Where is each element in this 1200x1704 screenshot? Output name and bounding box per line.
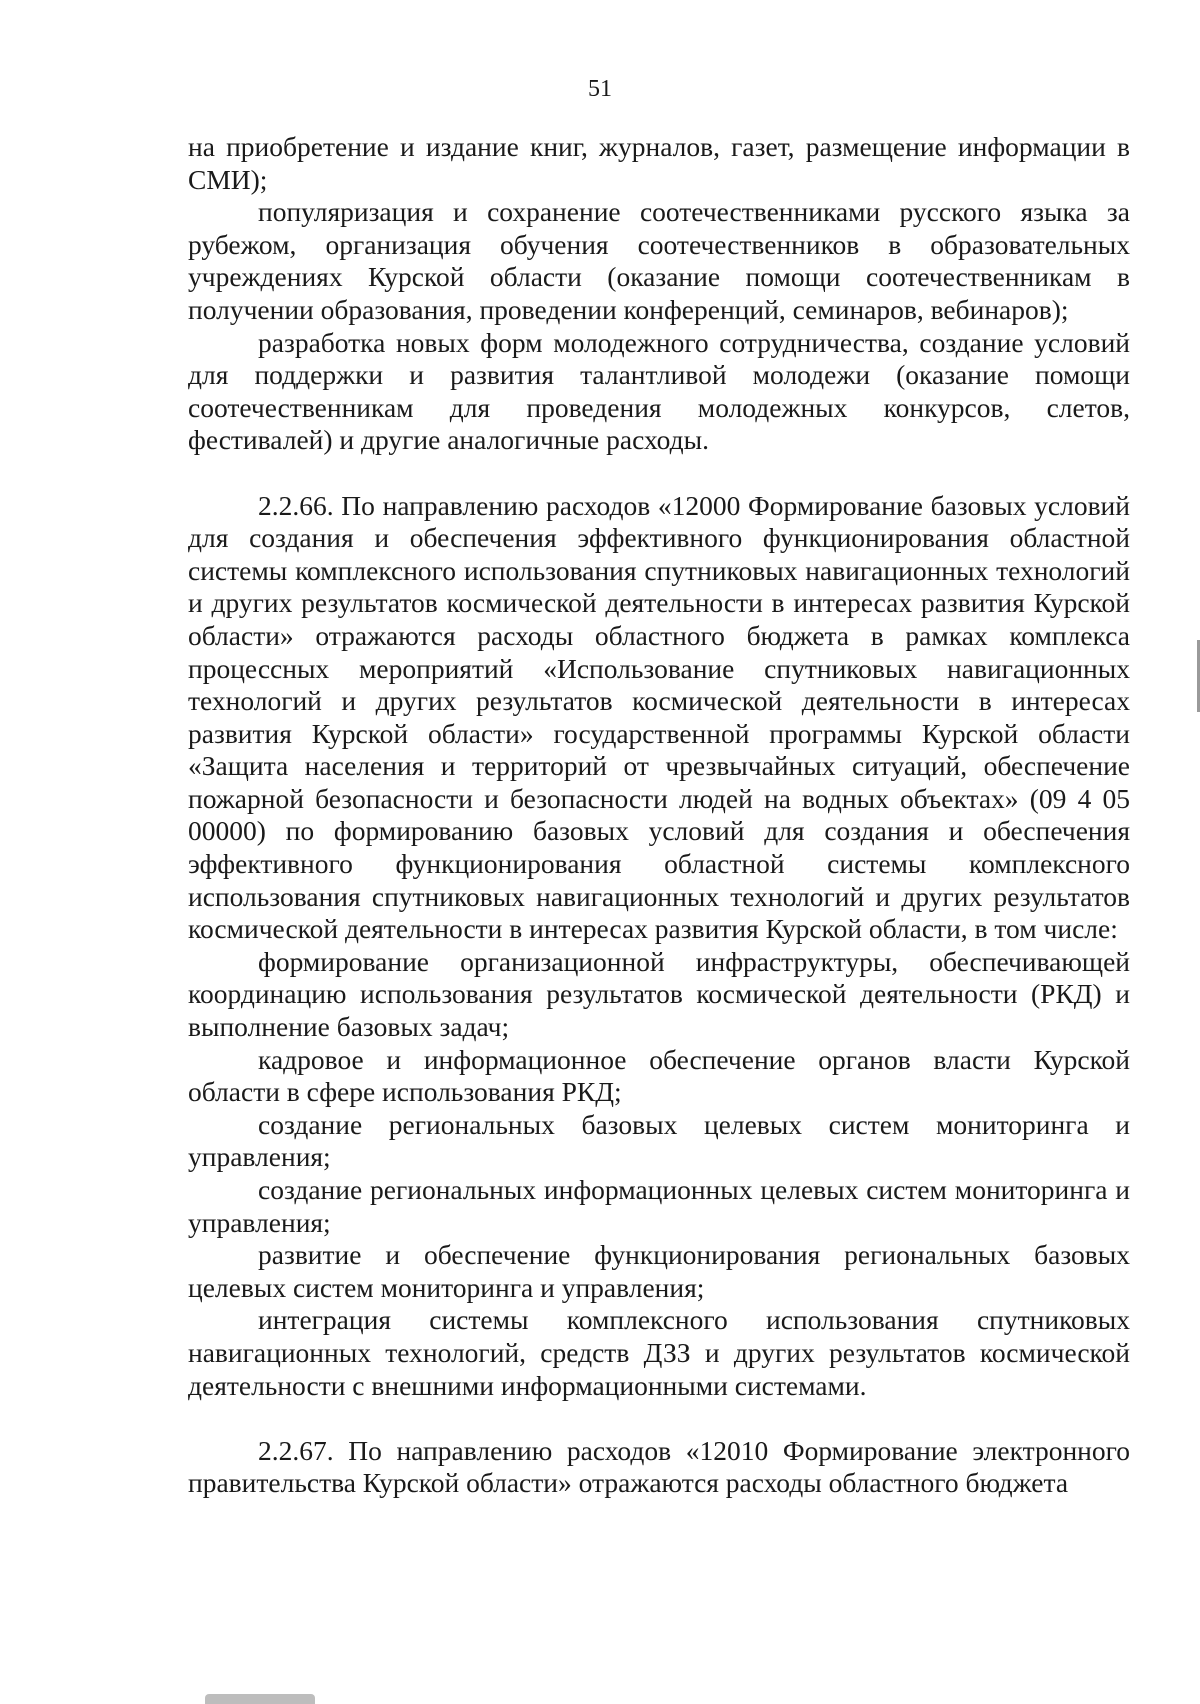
list-item-development: развитие и обеспечение функционирования региональных базовых целевых систем мониторинга и управления;: [188, 1239, 1130, 1303]
scan-bottom-mark: [205, 1694, 315, 1704]
list-item-base-systems: создание региональных базовых целевых систем мониторинга и управления;: [188, 1108, 1130, 1173]
section-2-2-66: 2.2.66. По направлению расходов «12000 Формирование базовых условий для создания и обеспечения эффективного функционирования областной системы комплексного использования спутниковых навигационных технологий и других результатов космической деятельности в интересах развития Курской области» отражаются расходы областного бюджета в рамках комплекса процессных мероприятий «Использование спутниковых навигационных технологий и других результатов космической деятельности в интересах развития Курской области» государственной программы Курской области «Защита населения и территорий от чрезвычайных ситуаций, обеспечение пожарной безопасности и безопасности людей на водных объектах» (09 4 05 00000) по формированию базовых условий для создания и обеспечения эффективного функционирования областной системы комплексного использования спутниковых навигационных технологий и других результатов космической деятельности в интересах развития Курской области, в том числе:: [188, 489, 1130, 945]
paragraph-continuation: на приобретение и издание книг, журналов, газет, размещение информации в СМИ);: [188, 131, 1130, 195]
paragraph-youth-cooperation: разработка новых форм молодежного сотрудничества, создание условий для поддержки и развития талантливой молодежи (оказание помощи соотечественникам для проведения молодежных конкурсов, слетов, фестивалей) и другие аналогичные расходы.: [188, 326, 1130, 456]
list-item-integration: интеграция системы комплексного использования спутниковых навигационных технологий, средств ДЗЗ и других результатов космической деятельности с внешними информационными системами.: [188, 1304, 1130, 1401]
page-number: 51: [588, 76, 612, 102]
section-2-2-67: 2.2.67. По направлению расходов «12010 Формирование электронного правительства Курской области» отражаются расходы областного бюджета: [188, 1434, 1130, 1499]
list-item-staffing: кадровое и информационное обеспечение органов власти Курской области в сфере использования РКД;: [188, 1043, 1130, 1108]
list-item-infrastructure: формирование организационной инфраструктуры, обеспечивающей координацию использования результатов космической деятельности (РКД) и выполнение базовых задач;: [188, 945, 1130, 1043]
paragraph-compatriots-language: популяризация и сохранение соотечественниками русского языка за рубежом, организация обучения соотечественников в образовательных учреждениях Курской области (оказание помощи соотечественникам в получении образования, проведении конференций, семинаров, вебинаров);: [188, 196, 1130, 325]
document-body: [188, 131, 1130, 1500]
list-item-info-systems: создание региональных информационных целевых систем мониторинга и управления;: [188, 1174, 1130, 1238]
